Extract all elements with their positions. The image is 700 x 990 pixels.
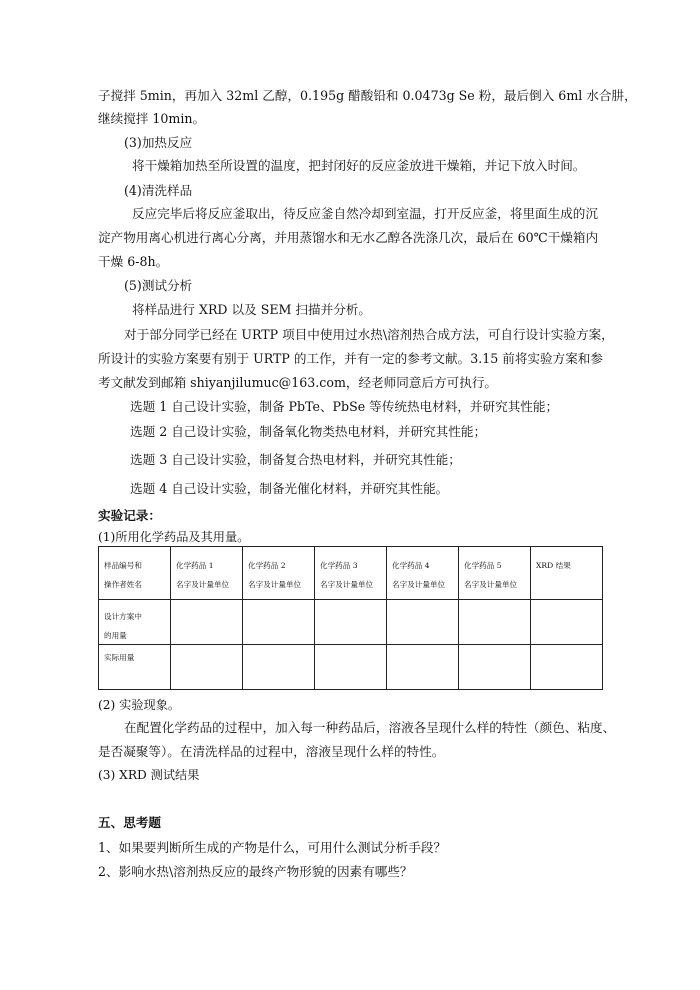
table-cell: 化学药品 2 名字及计量单位 [243,547,315,600]
table-cell: 化学药品 3 名字及计量单位 [315,547,387,600]
record-item-3: (3) XRD 测试结果 [98,768,200,782]
question-1: 1、如果要判断所生成的产物是什么，可用什么测试分析手段？ [98,840,447,855]
chemicals-table [98,546,603,690]
table-cell[interactable] [531,645,603,690]
table-cell[interactable] [459,645,531,690]
paragraph-line: 反应完毕后将反应釜取出，待反应釜自然冷却到室温，打开反应釜，将里面生成的沉 [132,206,598,221]
step-heading-4: (4)清洗样品 [124,183,193,198]
table-cell[interactable] [387,600,459,645]
record-title: 实验记录： [98,508,161,523]
paragraph-line: 将样品进行 XRD 以及 SEM 扫描并分析。 [132,302,371,317]
table-row [99,645,603,690]
paragraph-line: 子搅拌 5min，再加入 32ml 乙醇，0.195g 醋酸铅和 0.0473g Se 粉，最后倒入 6ml 水合肼， [98,88,637,103]
topic-4: 选题 4 自己设计实验，制备光催化材料，并研究其性能。 [130,481,449,496]
paragraph-line: 是否凝聚等）。在清洗样品的过程中，溶液呈现什么样的特性。 [98,744,445,759]
table-cell[interactable] [243,600,315,645]
table-cell[interactable] [387,645,459,690]
table-cell: 设计方案中 的用量 [99,600,171,645]
table-cell[interactable] [315,645,387,690]
table-row [99,600,603,645]
table-cell[interactable] [459,600,531,645]
step-heading-3: (3)加热反应 [124,135,193,150]
table-cell[interactable] [171,645,243,690]
table-cell[interactable] [531,600,603,645]
table-cell: 化学药品 4 名字及计量单位 [387,547,459,600]
paragraph-line: 对于部分同学已经在 URTP 项目中使用过水热\溶剂热合成方法，可自行设计实验方案， [124,327,614,342]
paragraph-line: 淀产物用离心机进行离心分离，并用蒸馏水和无水乙醇各洗涤几次，最后在 60℃干燥箱内 [98,230,599,245]
table-cell[interactable] [171,600,243,645]
question-2: 2、影响水热\溶剂热反应的最终产物形貌的因素有哪些？ [98,864,413,879]
table-header-row [99,547,603,600]
table-cell: 实际用量 [99,645,171,690]
paragraph-line: 所设计的实验方案要有别于 URTP 的工作，并有一定的参考文献。3.15 前将实验方案和参 [98,351,603,366]
topic-2: 选题 2 自己设计实验，制备氧化物类热电材料，并研究其性能； [130,424,487,439]
section-5-title: 五、思考题 [98,815,161,830]
paragraph-line: 在配置化学药品的过程中，加入每一种药品后，溶液各呈现什么样的特性（颜色、粘度、 [124,720,616,735]
table-cell: 化学药品 5 名字及计量单位 [459,547,531,600]
table-cell: XRD 结果 [531,547,603,600]
record-item-2: (2) 实验现象。 [98,698,181,712]
table-cell[interactable] [315,600,387,645]
table-cell: 样品编号和 操作者姓名 [99,547,171,600]
table-cell: 化学药品 1 名字及计量单位 [171,547,243,600]
record-item-1: (1)所用化学药品及其用量。 [98,530,250,544]
paragraph-line: 继续搅拌 10min。 [98,111,206,126]
table-cell[interactable] [243,645,315,690]
topic-3: 选题 3 自己设计实验，制备复合热电材料，并研究其性能； [130,452,461,467]
step-heading-5: (5)测试分析 [124,278,193,293]
paragraph-line: 干燥 6-8h。 [98,254,169,269]
topic-1: 选题 1 自己设计实验，制备 PbTe、PbSe 等传统热电材料，并研究其性能； [130,399,559,414]
paragraph-line: 将干燥箱加热至所设置的温度，把封闭好的反应釜放进干燥箱，并记下放入时间。 [132,158,586,173]
paragraph-line: 考文献发到邮箱 shiyanjilumuc@163.com，经老师同意后方可执行。 [98,375,498,390]
